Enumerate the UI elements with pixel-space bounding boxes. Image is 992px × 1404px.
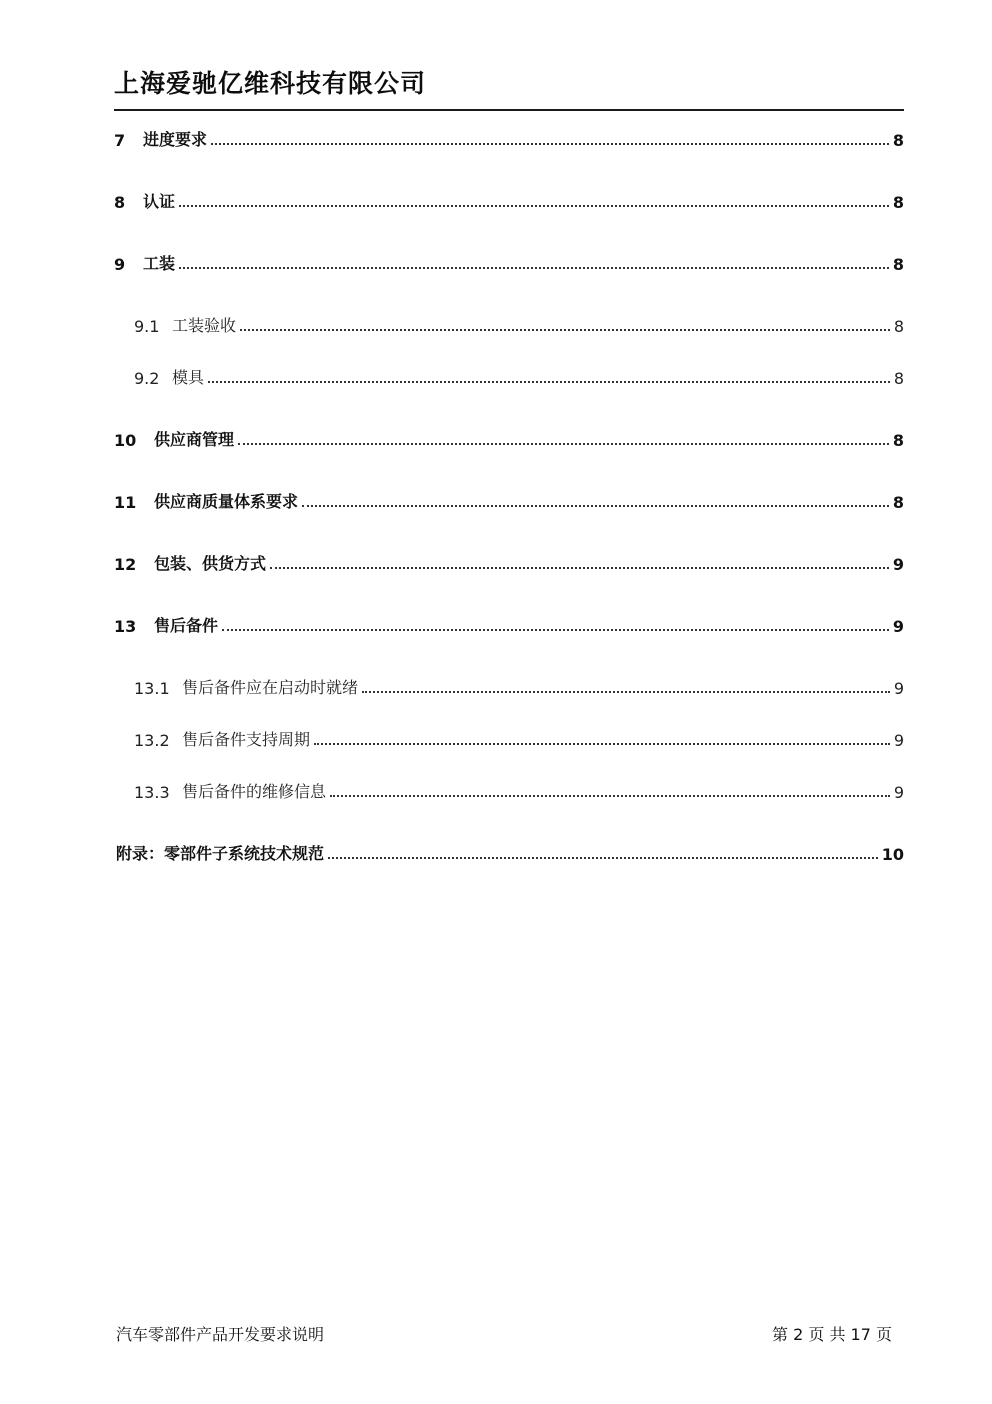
- toc-entry-number: 13: [114, 617, 137, 636]
- toc-leader-dots: [211, 143, 889, 145]
- toc-leader-dots: [208, 381, 890, 383]
- toc-entry-9-1[interactable]: [134, 308, 904, 336]
- header-rule: [114, 109, 904, 111]
- toc-entry-title: 售后备件应在启动时就绪: [182, 678, 359, 697]
- page-footer: [116, 1322, 892, 1345]
- toc-entry-title: 售后备件: [154, 616, 219, 635]
- toc-entry-9[interactable]: [114, 246, 904, 274]
- toc-entry-title: 附录：零部件子系统技术规范: [116, 844, 325, 863]
- toc-leader-dots: [302, 505, 889, 507]
- toc-entry-number: 7: [114, 131, 126, 150]
- toc-entry-page: 9: [892, 617, 904, 636]
- toc-entry-title: 工装验收: [172, 316, 237, 335]
- toc-entry-appendix[interactable]: [116, 836, 904, 864]
- toc-entry-number: 12: [114, 555, 137, 574]
- toc-entry-title: 供应商管理: [154, 430, 235, 449]
- toc-entry-number: 8: [114, 193, 126, 212]
- toc-entry-page: 8: [892, 131, 904, 150]
- page-header: [114, 66, 904, 102]
- toc-entry-number: 11: [114, 493, 137, 512]
- toc-entry-8[interactable]: [114, 184, 904, 212]
- toc-entry-13-1[interactable]: [134, 670, 904, 698]
- toc-leader-dots: [328, 857, 878, 859]
- toc-entry-title: 包装、供货方式: [154, 554, 267, 573]
- toc-entry-title: 供应商质量体系要求: [154, 492, 299, 511]
- toc-entry-number: 10: [114, 431, 137, 450]
- toc-entry-page: 8: [892, 431, 904, 450]
- toc-entry-page: 8: [892, 193, 904, 212]
- toc-entry-13[interactable]: [114, 608, 904, 636]
- toc-leader-dots: [314, 743, 890, 745]
- toc-entry-number: 13.3: [134, 783, 170, 802]
- toc-entry-13-2[interactable]: [134, 722, 904, 750]
- toc-entry-page: 9: [893, 731, 904, 750]
- toc-entry-number: 13.1: [134, 679, 170, 698]
- toc-entry-title: 售后备件的维修信息: [182, 782, 327, 801]
- toc-entry-title: 认证: [143, 192, 176, 211]
- toc-entry-page: 8: [893, 369, 904, 388]
- toc-leader-dots: [270, 567, 889, 569]
- toc-entry-9-2[interactable]: [134, 360, 904, 388]
- toc-entry-number: 9.1: [134, 317, 160, 336]
- toc-leader-dots: [222, 629, 889, 631]
- toc-entry-title: 模具: [172, 368, 205, 387]
- toc-entry-page: 8: [892, 255, 904, 274]
- toc-entry-title: 售后备件支持周期: [182, 730, 311, 749]
- toc-entry-13-3[interactable]: [134, 774, 904, 802]
- toc-entry-number: 9.2: [134, 369, 160, 388]
- toc-entry-10[interactable]: [114, 422, 904, 450]
- toc-leader-dots: [362, 691, 890, 693]
- toc-entry-page: 10: [881, 845, 904, 864]
- footer-page-info: 第 2 页 共 17 页: [772, 1325, 892, 1344]
- toc-entry-title: 进度要求: [143, 130, 208, 149]
- toc-leader-dots: [179, 205, 889, 207]
- toc-entry-page: 8: [893, 317, 904, 336]
- toc-leader-dots: [238, 443, 889, 445]
- toc-entry-number: 13.2: [134, 731, 170, 750]
- toc-entry-page: 8: [892, 493, 904, 512]
- toc-entry-page: 9: [893, 783, 904, 802]
- toc-entry-page: 9: [893, 679, 904, 698]
- toc-entry-title: 工装: [143, 254, 176, 273]
- company-name: 上海爱驰亿维科技有限公司: [114, 69, 427, 98]
- toc-entry-7[interactable]: [114, 122, 904, 150]
- toc-entry-12[interactable]: [114, 546, 904, 574]
- toc-entry-11[interactable]: [114, 484, 904, 512]
- toc-leader-dots: [179, 267, 889, 269]
- toc-entry-page: 9: [892, 555, 904, 574]
- toc-leader-dots: [330, 795, 890, 797]
- toc-leader-dots: [240, 329, 890, 331]
- toc-entry-number: 9: [114, 255, 126, 274]
- footer-document-title: 汽车零部件产品开发要求说明: [116, 1325, 325, 1344]
